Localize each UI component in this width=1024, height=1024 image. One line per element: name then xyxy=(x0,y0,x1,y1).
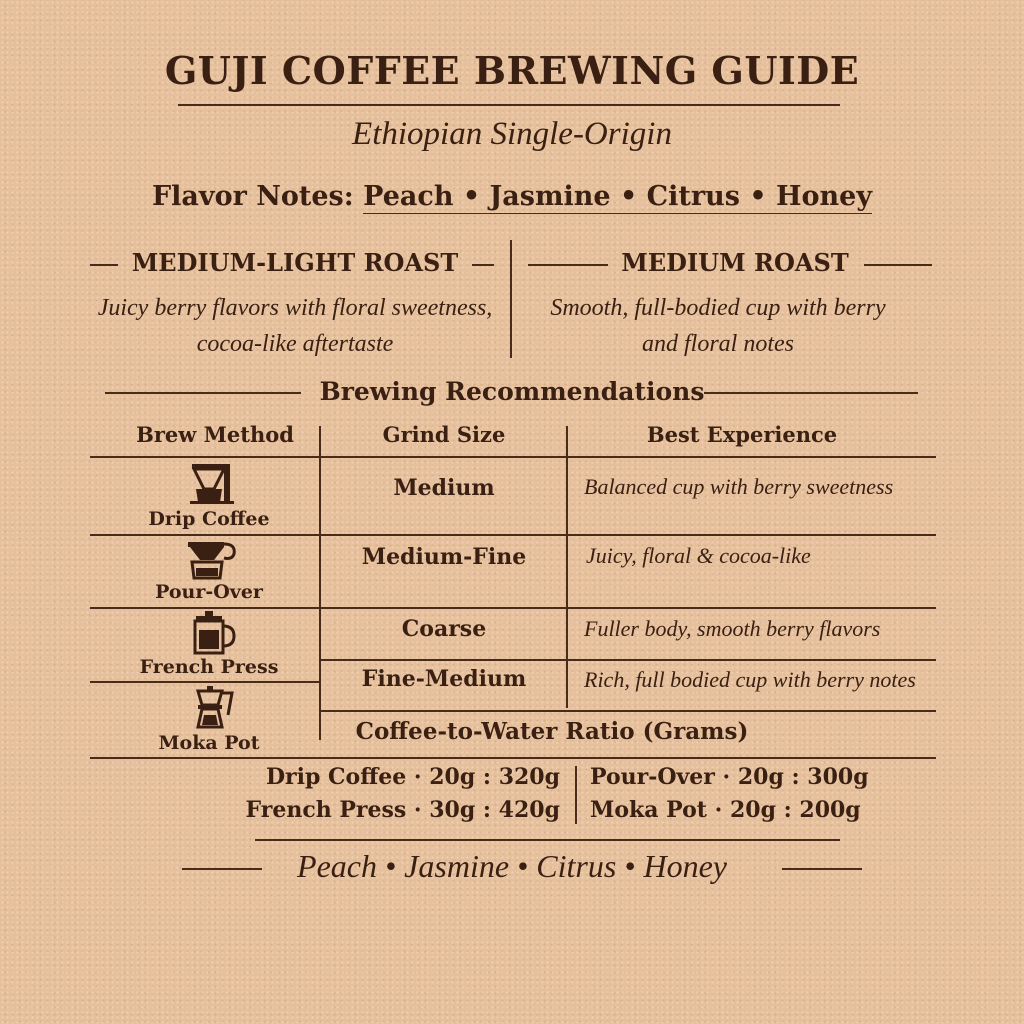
header-brew-method: Brew Method xyxy=(136,422,294,447)
ratio-bottom-rule xyxy=(255,839,840,841)
experience-moka-pot: Rich, full bodied cup with berry notes xyxy=(584,667,916,692)
flavor-notes-values: Peach • Jasmine • Citrus • Honey xyxy=(363,181,873,212)
method-french-press: French Press xyxy=(139,656,279,678)
method-pour-over: Pour-Over xyxy=(155,581,263,603)
roast-medium-desc-line2: and floral notes xyxy=(641,331,794,357)
roast-medium-light-desc-line2: cocoa-like aftertaste xyxy=(196,331,394,357)
roast-divider xyxy=(510,240,512,358)
roast-medium-title: MEDIUM ROAST xyxy=(621,248,849,277)
footer-flavors: Peach • Jasmine • Citrus • Honey xyxy=(297,848,727,884)
roast-medium-light-title: MEDIUM-LIGHT ROAST xyxy=(131,248,459,277)
method-moka-pot: Moka Pot xyxy=(158,732,260,754)
experience-french-press: Fuller body, smooth berry flavors xyxy=(584,616,881,641)
ratio-pour-over: Pour-Over · 20g : 300g xyxy=(590,764,869,790)
ratio-divider xyxy=(575,766,577,824)
header-best-experience: Best Experience xyxy=(646,422,838,447)
flavor-notes xyxy=(0,181,1024,212)
roast-medium-description xyxy=(518,290,918,362)
french-press-icon xyxy=(188,610,240,656)
ratio-heading: Coffee-to-Water Ratio (Grams) xyxy=(355,718,749,745)
roast-medium-desc-line1: Smooth, full-bodied cup with berry xyxy=(550,295,886,321)
grind-pour-over: Medium-Fine xyxy=(361,544,527,570)
brewing-heading-right-rule xyxy=(704,392,918,394)
table-row-rule-4 xyxy=(320,710,936,712)
header-grind-size: Grind Size xyxy=(382,422,506,447)
table-row-rule-3b xyxy=(90,681,320,683)
roast-right-dash xyxy=(528,264,608,266)
ratio-moka-pot: Moka Pot · 20g : 200g xyxy=(590,797,861,823)
brewing-heading: Brewing Recommendations xyxy=(319,377,705,406)
table-row-rule-2 xyxy=(90,607,936,609)
pour-over-dripper-icon xyxy=(184,540,240,582)
roast-left-dash xyxy=(90,264,118,266)
page-subtitle: Ethiopian Single-Origin xyxy=(352,116,672,152)
ratio-drip-coffee: Drip Coffee · 20g : 320g xyxy=(265,764,560,790)
table-header-rule xyxy=(90,456,936,458)
roast-left-dash-2 xyxy=(472,264,494,266)
grind-moka-pot: Fine-Medium xyxy=(361,666,527,692)
grind-french-press: Coarse xyxy=(401,616,487,642)
roast-right-dash-2 xyxy=(864,264,932,266)
page-title: GUJI COFFEE BREWING GUIDE xyxy=(164,48,860,93)
table-row-rule-1 xyxy=(90,534,936,536)
table-col-divider-1 xyxy=(319,426,321,740)
footer-right-rule xyxy=(782,868,862,870)
experience-drip-coffee: Balanced cup with berry sweetness xyxy=(584,474,894,499)
table-bottom-rule xyxy=(90,757,936,759)
method-drip-coffee: Drip Coffee xyxy=(148,508,270,530)
grind-drip-coffee: Medium xyxy=(393,475,495,501)
roast-medium-light-description xyxy=(80,290,510,362)
ratio-french-press: French Press · 30g : 420g xyxy=(245,797,560,823)
drip-coffee-maker-icon xyxy=(186,461,238,505)
flavor-notes-label: Flavor Notes: xyxy=(151,181,354,212)
title-divider xyxy=(178,104,840,106)
roast-medium-light-desc-line1: Juicy berry flavors with floral sweetness, xyxy=(97,295,493,321)
moka-pot-icon xyxy=(188,685,240,731)
table-row-rule-3a xyxy=(320,659,936,661)
experience-pour-over: Juicy, floral & cocoa-like xyxy=(586,543,811,568)
